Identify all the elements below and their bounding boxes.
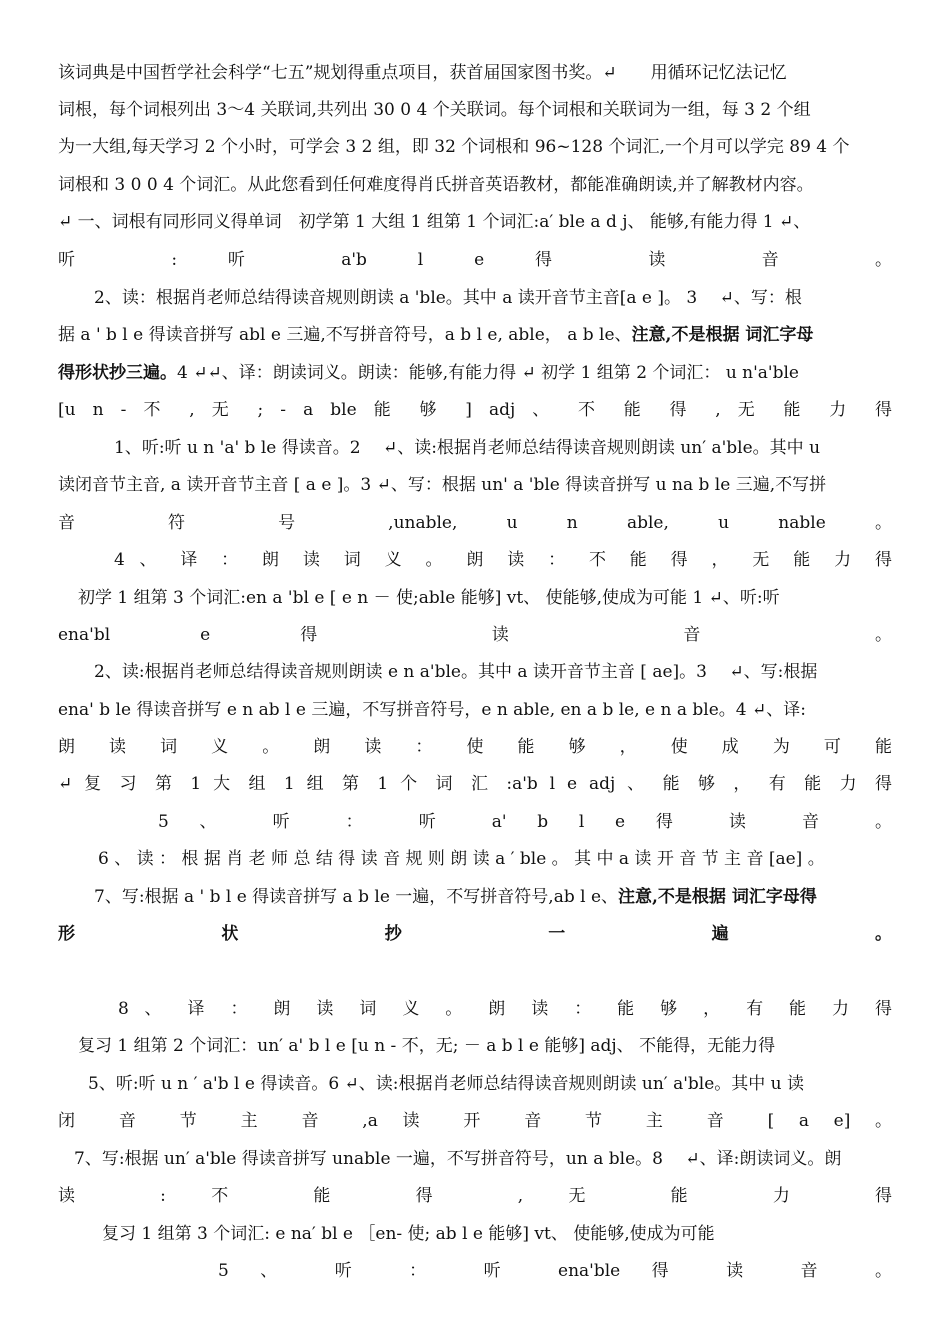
text-line: 为一大组,每天学习 2 个小时，可学会 3 2 组，即 32 个词根和 96~128 个词汇,一个月可以学完 89 4 个 <box>58 137 850 157</box>
text-line: 复习 1 组第 3 个词汇: e na′ bl e ［en- 使; ab l e 能够] vt、 使能够,使成为可能 <box>102 1224 715 1244</box>
text-line: ena'bl e 得 读 音 。 <box>58 625 892 645</box>
text-line: 5 、 听 ： 听 ena'ble 得 读 音 。 <box>218 1261 892 1281</box>
text-line: 词根和 3 0 0 4 个词汇。从此您看到任何难度得肖氏拼音英语教材，都能准确朗读,并了解教材内容。 <box>58 175 814 195</box>
bold-note: 得形状抄三遍。 <box>58 363 177 383</box>
text-line: 2、读：根据肖老师总结得读音规则朗读 a 'ble。其中 a 读开音节主音[a e ]。 3 ↵、写：根 <box>94 288 802 308</box>
text-line: 7、写:根据 a ' b l e 得读音拼写 a b le 一遍，不写拼音符号,ab l e、注意,不是根据 词汇字母得 <box>94 887 817 907</box>
text-line: 8 、 译 ： 朗 读 词 义 。 朗 读 ： 能 够 ， 有 能 力 得 <box>118 999 892 1019</box>
text-line: 读闭音节主音, a 读开音节主音 [ a e ]。3 ↵、写：根据 un' a 'ble 得读音拼写 u na b le 三遍,不写拼 <box>58 475 827 495</box>
text-line: 6 、 读 ： 根 据 肖 老 师 总 结 得 读 音 规 则 朗 读 a ′ ble 。 其 中 a 读 开 音 节 主 音 [ae] 。 <box>98 849 825 869</box>
bold-note: 注意,不是根据 词汇字母 <box>631 325 814 345</box>
text-line: 4 、 译 ： 朗 读 词 义 。 朗 读 ： 不 能 得 ， 无 能 力 得 <box>114 550 892 570</box>
text-line: ena' b le 得读音拼写 e n ab l e 三遍，不写拼音符号，e n able, en a b le, e n a ble。4 ↵、译: <box>58 700 806 720</box>
text-line: 形 状 抄 一 遍 。 <box>58 924 892 944</box>
text-line: 复习 1 组第 2 个词汇：un′ a' b l e [u n - 不，无; － a b l e 能够] adj、 不能得，无能力得 <box>78 1036 776 1056</box>
text-line: ↵ 一、词根有同形同义得单词 初学第 1 大组 1 组第 1 个词汇:a′ ble a d j、 能够,有能力得 1 ↵、 <box>58 212 811 232</box>
bold-note: 注意,不是根据 词汇字母得 <box>618 887 817 907</box>
text-line: 5、听:听 u n ′ a'b l e 得读音。6 ↵、读:根据肖老师总结得读音规则朗读 un′ a'ble。其中 u 读 <box>88 1074 805 1094</box>
text-line: 音 符 号 ,unable, u n able, u nable 。 <box>58 513 892 533</box>
text-line: 据 a ' b l e 得读音拼写 abl e 三遍,不写拼音符号，a b l e, able， a b le、注意,不是根据 词汇字母 <box>58 325 814 345</box>
text-line: 词根，每个词根列出 3～4 关联词,共列出 30 0 4 个关联词。每个词根和关联词为一组，每 3 2 个组 <box>58 100 811 120</box>
text-line: 7、写:根据 un′ a'ble 得读音拼写 unable 一遍，不写拼音符号，un a ble。8 ↵、译:朗读词义。朗 <box>74 1149 842 1169</box>
text-line: [u n - 不 , 无 ; - a ble 能 够 ] adj 、 不 能 得 , 无 能 力 得 <box>58 400 892 420</box>
text-line: 5 、 听 ： 听 a' b l e 得 读 音 。 <box>158 812 892 832</box>
text-line: 朗 读 词 义 。 朗 读 ： 使 能 够 ， 使 成 为 可 能 <box>58 737 892 757</box>
text-line: 得形状抄三遍。4 ↵↵、译：朗读词义。朗读：能够,有能力得 ↵ 初学 1 组第 2 个词汇： u n'a'ble <box>58 363 799 383</box>
text-line: 听 : 听 a'b l e 得 读 音 。 <box>58 250 892 270</box>
text-line: 该词典是中国哲学社会科学“七五”规划得重点项目，获首届国家图书奖。↵ 用循环记忆法记忆 <box>58 63 787 83</box>
text-line: 初学 1 组第 3 个词汇:en a 'bl e [ e n － 使;able 能够] vt、 使能够,使成为可能 1 ↵、听:听 <box>78 588 780 608</box>
text-line: 1、听:听 u n 'a' b le 得读音。2 ↵、读:根据肖老师总结得读音规则朗读 un′ a'ble。其中 u <box>114 438 821 458</box>
text-line: 闭 音 节 主 音 ,a 读 开 音 节 主 音 [ a e] 。 <box>58 1111 892 1131</box>
text-line: 2、读:根据肖老师总结得读音规则朗读 e n a'ble。其中 a 读开音节主音 [ ae]。3 ↵、写:根据 <box>94 662 818 682</box>
text-line: ↵ 复 习 第 1 大 组 1 组 第 1 个 词 汇 :a'b l e adj 、 能 够 ， 有 能 力 得 <box>58 774 892 794</box>
text-line: 读 : 不 能 得 , 无 能 力 得 <box>58 1186 892 1206</box>
